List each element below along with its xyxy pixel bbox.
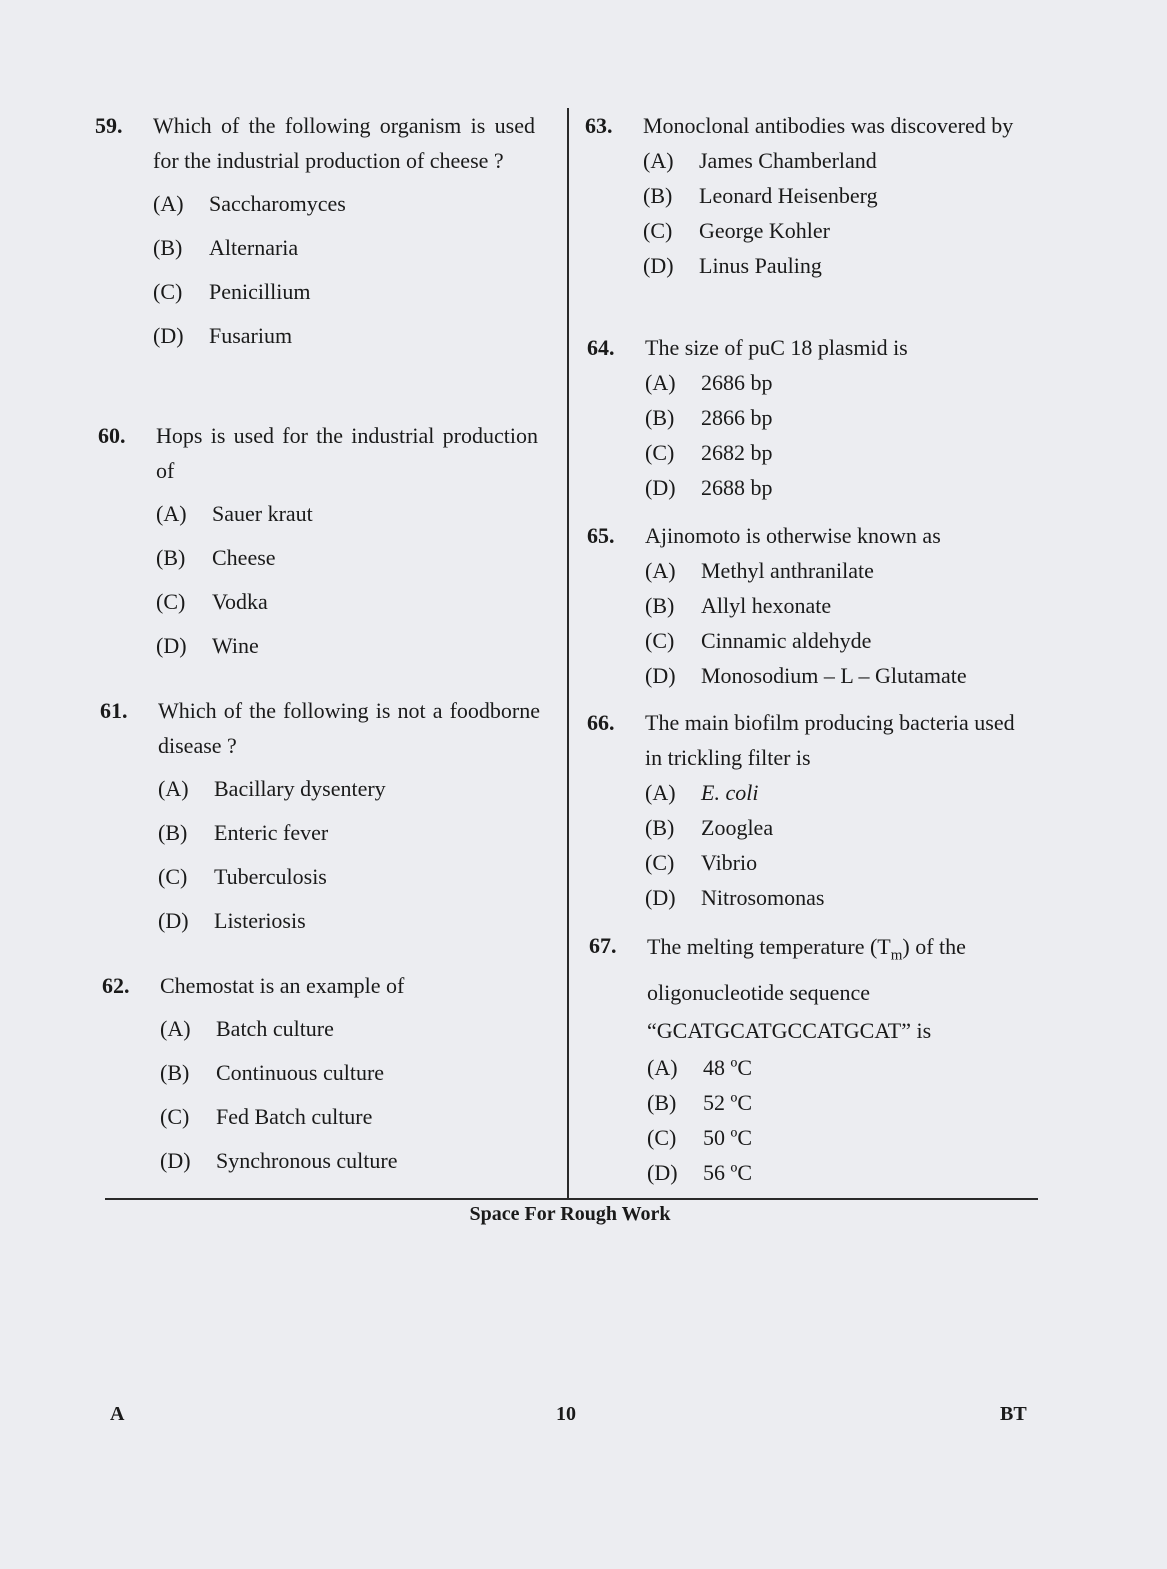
option-b[interactable]: (B) Alternaria: [153, 235, 299, 260]
option-a[interactable]: (A) E. coli: [645, 780, 759, 805]
question-62: [102, 968, 542, 1183]
question-66: [587, 705, 1027, 915]
option-d[interactable]: (D) Wine: [156, 633, 259, 658]
options: [647, 1050, 1029, 1190]
option-c[interactable]: (C) 50 ºC: [647, 1125, 752, 1151]
option-c[interactable]: (C) Vibrio: [645, 850, 758, 875]
question-text: The melting temperature $(T_m)$ of the oligonucleotide sequence “GCATGCATGCCATGCAT” is: [647, 934, 966, 1044]
question-number: 60.: [98, 423, 126, 448]
option-d[interactable]: (D) Nitrosomonas: [645, 885, 825, 910]
question-number: 65.: [587, 523, 615, 548]
rough-work-label: Space For Rough Work: [469, 1203, 671, 1225]
option-b[interactable]: (B) 2866 bp: [645, 405, 773, 430]
question-text: Monoclonal antibodies was discovered by: [643, 113, 1014, 138]
question-number: 66.: [587, 710, 615, 735]
option-a[interactable]: (A) Bacillary dysentery: [158, 776, 386, 801]
options: [643, 143, 1025, 283]
question-text: The size of puC 18 plasmid is: [645, 335, 908, 360]
question-number: 67.: [589, 933, 617, 958]
question-text: Which of the following organism is used for the industrial production of cheese ?: [153, 113, 535, 173]
question-text: Chemostat is an example of: [160, 973, 405, 998]
footer-subject-code: BT: [1000, 1403, 1027, 1425]
option-b[interactable]: (B) Continuous culture: [160, 1060, 385, 1085]
option-c[interactable]: (C) Cinnamic aldehyde: [645, 628, 872, 653]
option-a[interactable]: (A) Batch culture: [160, 1016, 334, 1041]
question-59: [95, 108, 535, 358]
option-b[interactable]: (B) Allyl hexonate: [645, 593, 832, 618]
option-c[interactable]: (C) Penicillium: [153, 279, 311, 304]
option-b[interactable]: (B) Cheese: [156, 545, 276, 570]
option-a[interactable]: (A) Sauer kraut: [156, 501, 313, 526]
question-text: Which of the following is not a foodborne disease ?: [158, 698, 540, 758]
question-text: The main biofilm producing bacteria used in trickling filter is: [645, 710, 1015, 770]
option-c[interactable]: (C) 2682 bp: [645, 440, 773, 465]
option-d[interactable]: (D) Fusarium: [153, 323, 293, 348]
question-number: 64.: [587, 335, 615, 360]
option-a[interactable]: (A) 2686 bp: [645, 370, 773, 395]
option-d[interactable]: (D) Listeriosis: [158, 908, 306, 933]
options: [160, 1007, 542, 1183]
question-67: [589, 928, 1029, 1190]
option-d[interactable]: (D) Monosodium – L – Glutamate: [645, 663, 967, 688]
options: [645, 775, 1027, 915]
question-text: Hops is used for the industrial production of: [156, 423, 538, 483]
question-61: [100, 693, 540, 943]
options: [153, 182, 535, 358]
page-number: 10: [556, 1403, 576, 1425]
option-d[interactable]: (D) Linus Pauling: [643, 253, 822, 278]
option-b[interactable]: (B) Zooglea: [645, 815, 774, 840]
option-c[interactable]: (C) Fed Batch culture: [160, 1104, 373, 1129]
question-number: 61.: [100, 698, 128, 723]
option-a[interactable]: (A) Saccharomyces: [153, 191, 346, 216]
bottom-rule: [105, 1198, 1038, 1200]
option-a[interactable]: (A) 48 ºC: [647, 1055, 752, 1081]
option-a[interactable]: (A) James Chamberland: [643, 148, 877, 173]
question-65: [587, 518, 1027, 693]
option-d[interactable]: (D) Synchronous culture: [160, 1148, 398, 1173]
options: [645, 553, 1027, 693]
option-c[interactable]: (C) Tuberculosis: [158, 864, 327, 889]
option-b[interactable]: (B) Leonard Heisenberg: [643, 183, 878, 208]
option-a[interactable]: (A) Methyl anthranilate: [645, 558, 874, 583]
question-number: 59.: [95, 113, 123, 138]
options: [645, 365, 1027, 505]
option-b[interactable]: (B) Enteric fever: [158, 820, 329, 845]
question-text: Ajinomoto is otherwise known as: [645, 523, 941, 548]
question-number: 63.: [585, 113, 613, 138]
options: [156, 492, 538, 668]
option-d[interactable]: (D) 2688 bp: [645, 475, 773, 500]
option-c[interactable]: (C) Vodka: [156, 589, 268, 614]
footer-series: A: [110, 1403, 125, 1425]
option-c[interactable]: (C) George Kohler: [643, 218, 830, 243]
option-b[interactable]: (B) 52 ºC: [647, 1090, 752, 1116]
options: [158, 767, 540, 943]
question-60: [98, 418, 538, 668]
column-divider: [567, 108, 569, 1198]
question-63: [585, 108, 1025, 283]
option-d[interactable]: (D) 56 ºC: [647, 1160, 752, 1186]
question-64: [587, 330, 1027, 505]
question-number: 62.: [102, 973, 130, 998]
